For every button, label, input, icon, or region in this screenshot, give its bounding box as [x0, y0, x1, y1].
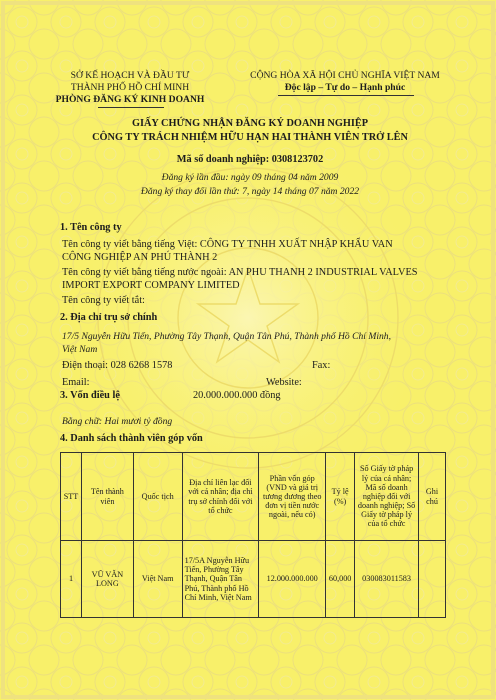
country-name: CỘNG HÒA XÃ HỘI CHỦ NGHĨA VIỆT NAM [250, 70, 440, 81]
authority-office: PHÒNG ĐĂNG KÝ KINH DOANH [55, 94, 205, 105]
phone-number: Điện thoại: 028 6268 1578 [62, 360, 173, 371]
section-2-heading: 2. Địa chỉ trụ sở chính [60, 312, 158, 323]
section-1-heading: 1. Tên công ty [60, 222, 122, 233]
section-4-heading: 4. Danh sách thành viên góp vốn [60, 433, 203, 444]
member-nationality: Việt Nam [133, 541, 182, 618]
email-address: Email: [62, 377, 90, 388]
authority-city: THÀNH PHỐ HỒ CHÍ MINH [70, 82, 190, 93]
website-address: Website: [266, 377, 302, 388]
members-table-header [61, 453, 446, 541]
change-registration-date: Đăng ký thay đổi lần thứ: 7, ngày 14 tháng 07 năm 2022 [140, 186, 360, 197]
table-row [61, 541, 446, 618]
members-table [60, 452, 446, 618]
fax-number: Fax: [312, 360, 331, 371]
company-name-vietnamese-cont: CÔNG NGHIỆP AN PHÚ THÀNH 2 [62, 252, 218, 263]
tax-code: Mã số doanh nghiệp: 0308123702 [176, 154, 324, 165]
col-header-stt: STT [61, 453, 82, 541]
company-name-foreign: Tên công ty viết bằng tiếng nước ngoài: AN PHU THANH 2 INDUSTRIAL VALVES [62, 267, 418, 278]
authority-divider [98, 107, 164, 108]
authority-department: SỞ KẾ HOẠCH VÀ ĐẦU TƯ [70, 70, 190, 81]
col-header-capital: Phần vốn góp (VND và giá trị tương đương theo đơn vị tiền nước ngoài, nếu có) [259, 453, 326, 541]
head-office-address: 17/5 Nguyễn Hữu Tiến, Phường Tây Thạnh, Quận Tân Phú, Thành phố Hồ Chí Minh, [62, 331, 391, 342]
member-address: 17/5A Nguyễn Hữu Tiến, Phường Tây Thạnh, Quận Tân Phú, Thành phố Hồ Chí Minh, Việt Nam [182, 541, 259, 618]
company-name-foreign-cont: IMPORT EXPORT COMPANY LIMITED [62, 280, 240, 291]
motto-divider [278, 95, 414, 96]
col-header-note: Ghi chú [419, 453, 446, 541]
col-header-ratio: Tỷ lệ (%) [326, 453, 355, 541]
member-name: VŨ VĂN LONG [81, 541, 133, 618]
col-header-member-name: Tên thành viên [81, 453, 133, 541]
member-note [419, 541, 446, 618]
head-office-address-cont: Việt Nam [62, 344, 98, 355]
charter-capital-amount: 20.000.000.000 đồng [193, 390, 281, 401]
member-stt: 1 [61, 541, 82, 618]
col-header-nationality: Quốc tịch [133, 453, 182, 541]
national-motto [240, 70, 450, 94]
company-short-name: Tên công ty viết tắt: [62, 295, 145, 306]
member-ratio: 60,000 [326, 541, 355, 618]
issuing-authority [50, 70, 210, 106]
col-header-address: Địa chỉ liên lạc đối với cá nhân; địa chỉ trụ sở chính đối với tổ chức [182, 453, 259, 541]
charter-capital-in-words: Bằng chữ: Hai mươi tỷ đồng [62, 416, 173, 427]
certificate-title: GIẤY CHỨNG NHẬN ĐĂNG KÝ DOANH NGHIỆP [131, 118, 369, 129]
member-legal-id: 030083011583 [355, 541, 419, 618]
member-capital: 12.000.000.000 [259, 541, 326, 618]
section-3-heading: 3. Vốn điều lệ [60, 390, 120, 401]
col-header-legal-id: Số Giấy tờ pháp lý của cá nhân; Mã số doanh nghiệp đối với doanh nghiệp; Số Giấy tờ pháp lý của tổ chức [355, 453, 419, 541]
company-name-vietnamese: Tên công ty viết bằng tiếng Việt: CÔNG TY TNHH XUẤT NHẬP KHẨU VAN [62, 239, 393, 250]
company-type: CÔNG TY TRÁCH NHIỆM HỮU HẠN HAI THÀNH VIÊN TRỞ LÊN [92, 132, 408, 143]
motto: Độc lập – Tự do – Hạnh phúc [284, 82, 406, 93]
first-registration-date: Đăng ký lần đầu: ngày 09 tháng 04 năm 2009 [161, 172, 339, 183]
